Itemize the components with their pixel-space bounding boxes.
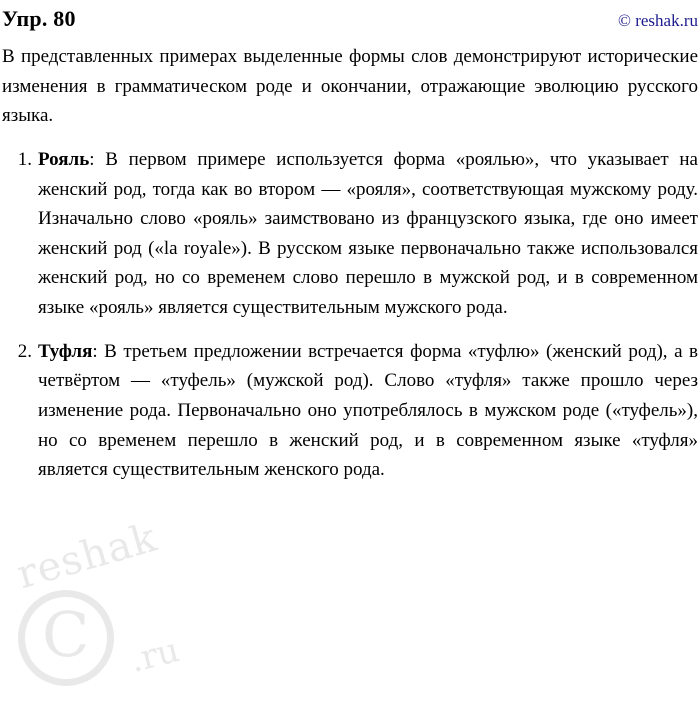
intro-paragraph: В представленных примерах выделенные формы слов демонстрируют исторические изменения в грамматическом роде и окончании, отражающие эволюцию русского языка. (2, 46, 698, 127)
list-item (2, 145, 698, 323)
watermark-domain-text: .ru (126, 630, 184, 681)
answer-list (2, 145, 698, 485)
copyright-notice: © reshak.ru (618, 11, 698, 30)
list-item-text: : В третьем предложении встречается форма «туфлю» (женский род), а в четвёртом — «туфель» (мужской род). Слово «туфля» также прошло через изменение рода. Первоначально оно употреблялось в мужском роде («туфель»), но со временем перешло в женский род, и в современном языке «туфля» является существительным женского рода. (38, 340, 698, 481)
list-item (2, 337, 698, 485)
watermark-copyright-symbol: C (42, 598, 90, 671)
list-item-lead: Рояль (38, 148, 90, 170)
list-item-marker: 2. (17, 340, 32, 362)
watermark (8, 514, 248, 688)
list-item-marker: 1. (17, 148, 32, 170)
exercise-title: Упр. 80 (2, 6, 76, 31)
document-content (2, 6, 698, 485)
watermark-circle (18, 590, 114, 686)
watermark-brand-text: reshak (12, 514, 163, 599)
list-item-text: : В первом примере используется форма «роялью», что указывает на женский род, тогда как во втором — «рояля», соответствующая мужскому роду. Изначально слово «рояль» заимствовано из французского языка, где оно имеет женский род («la royale»). В русском языке первоначально также использовался женский род, но со временем слово перешло в мужской род, и в современном языке «рояль» является существительным мужского рода. (38, 148, 698, 318)
list-item-lead: Туфля (38, 340, 93, 362)
document-header (2, 6, 698, 32)
